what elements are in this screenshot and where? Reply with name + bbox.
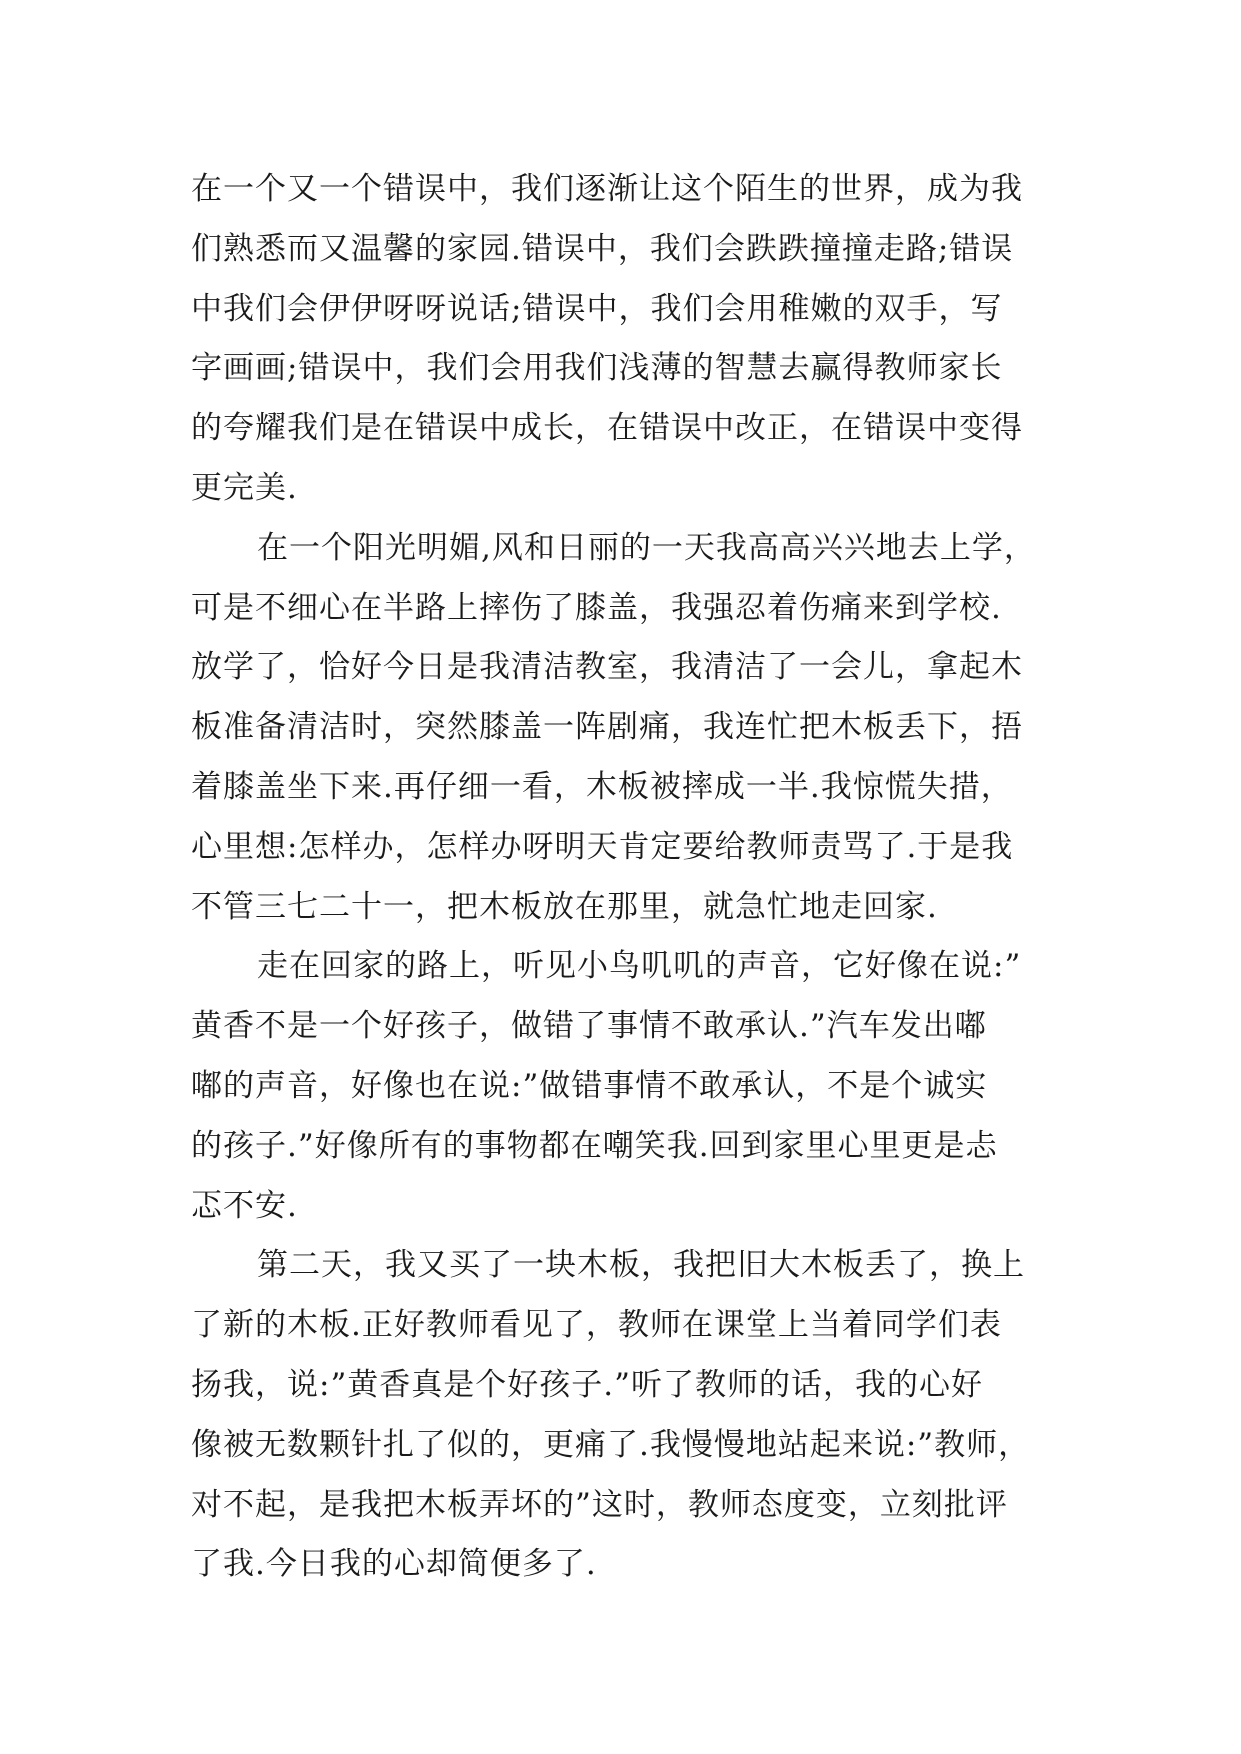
paragraph-2-line-2: 可是不细心在半路上摔伤了膝盖，我强忍着伤痛来到学校.: [191, 589, 1002, 626]
paragraph-4-line-1: 第二天，我又买了一块木板，我把旧大木板丢了，换上: [257, 1247, 1025, 1284]
paragraph-1-line-6: 更完美.: [191, 469, 298, 506]
paragraph-1-line-2: 们熟悉而又温馨的家园.错误中，我们会跌跌撞撞走路;错误: [191, 230, 1014, 267]
paragraph-3-line-3: 嘟的声音，好像也在说:”做错事情不敢承认，不是个诚实: [191, 1067, 988, 1104]
paragraph-4-line-3: 扬我，说:”黄香真是个好孩子.”听了教师的话，我的心好: [191, 1366, 983, 1403]
paragraph-2-line-4: 板准备清洁时，突然膝盖一阵剧痛，我连忙把木板丢下，捂: [191, 709, 1023, 746]
paragraph-3-line-1: 走在回家的路上，听见小鸟叽叽的声音，它好像在说:”: [257, 948, 1022, 985]
paragraph-2-line-3: 放学了，恰好今日是我清洁教室，我清洁了一会儿，拿起木: [191, 649, 1023, 686]
paragraph-3-line-2: 黄香不是一个好孩子，做错了事情不敢承认.”汽车发出嘟: [191, 1008, 987, 1045]
paragraph-4-line-4: 像被无数颗针扎了似的，更痛了.我慢慢地站起来说:”教师，: [191, 1426, 1031, 1463]
paragraph-1-line-1: 在一个又一个错误中，我们逐渐让这个陌生的世界，成为我: [191, 171, 1023, 207]
paragraph-2-line-1: 在一个阳光明媚,风和日丽的一天我高高兴兴地去上学，: [257, 529, 1036, 566]
essay-body: [191, 160, 1071, 1595]
paragraph-1-line-5: 的夸耀我们是在错误中成长，在错误中改正，在错误中变得: [191, 410, 1023, 447]
paragraph-2-line-5: 着膝盖坐下来.再仔细一看，木板被摔成一半.我惊慌失措，: [191, 768, 1013, 805]
paragraph-1-line-3: 中我们会伊伊呀呀说话;错误中，我们会用稚嫩的双手，写: [191, 290, 1003, 327]
paragraph-1-line-4: 字画画;错误中，我们会用我们浅薄的智慧去赢得教师家长: [191, 350, 1003, 387]
paragraph-4-line-5: 对不起，是我把木板弄坏的”这时，教师态度变，立刻批评: [191, 1486, 1008, 1523]
paragraph-3-line-5: 忑不安.: [191, 1187, 298, 1224]
paragraph-2-line-6: 心里想:怎样办，怎样办呀明天肯定要给教师责骂了.于是我: [191, 828, 1014, 865]
paragraph-4-line-2: 了新的木板.正好教师看见了，教师在课堂上当着同学们表: [191, 1307, 1002, 1344]
paragraph-4-line-6: 了我.今日我的心却简便多了.: [191, 1546, 597, 1583]
paragraph-3-line-4: 的孩子.”好像所有的事物都在嘲笑我.回到家里心里更是忐: [191, 1127, 998, 1164]
paragraph-2-line-7: 不管三七二十一，把木板放在那里，就急忙地走回家.: [191, 888, 938, 925]
